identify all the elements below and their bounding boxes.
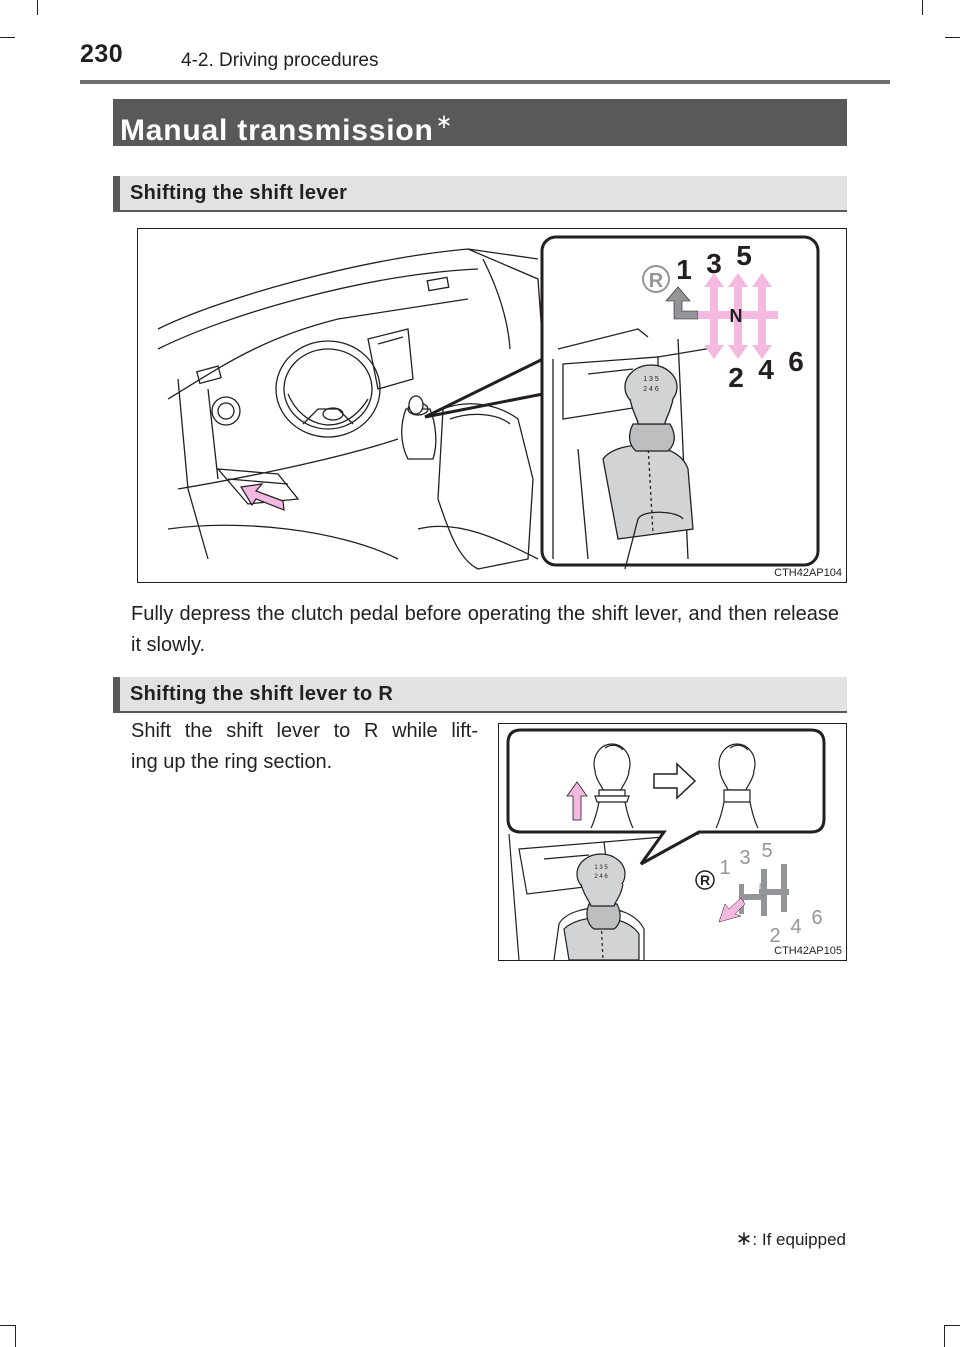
crop-mark-top-right-h (945, 37, 960, 38)
subsection-header-shift-to-r (113, 677, 847, 713)
subsection-title: Shifting the shift lever (130, 182, 348, 204)
page-number: 230 (80, 40, 124, 68)
crop-mark-top-right-v (922, 0, 923, 15)
gear-label-3: 3 (706, 248, 722, 279)
cabin-illustration (138, 229, 846, 582)
gear-label-4: 4 (758, 354, 774, 385)
footnote-text: : If equipped (752, 1230, 846, 1249)
section-title-bar (113, 99, 847, 146)
figure-shift-lever-overview (137, 228, 847, 583)
figure-code: CTH42AP105 (774, 945, 842, 957)
if-equipped-marker: ∗ (435, 111, 454, 133)
gear-label-6: 6 (788, 346, 804, 377)
gear-label-5: 5 (736, 240, 752, 271)
svg-text:2 4 6: 2 4 6 (594, 874, 608, 880)
gear-label-n: N (729, 306, 743, 326)
footnote (736, 1226, 846, 1251)
gear-label-1: 1 (676, 254, 692, 285)
gear-label-1-small: 1 (719, 857, 731, 879)
gear-label-r-small: R (699, 872, 711, 888)
figure-code: CTH42AP104 (774, 567, 842, 579)
header-divider (80, 80, 890, 84)
crop-mark-top-left-v (37, 0, 38, 15)
subsection-header-shifting (113, 176, 847, 212)
section-title: Manual transmission (120, 114, 434, 147)
gear-label-3-small: 3 (739, 847, 751, 869)
reverse-illustration (499, 724, 846, 960)
gear-label-2: 2 (728, 362, 744, 393)
breadcrumb: 4-2. Driving procedures (181, 50, 379, 71)
crop-mark-bottom-right-v (944, 1325, 945, 1347)
svg-text:1 3 5: 1 3 5 (594, 865, 608, 871)
gear-label-r: R (648, 270, 664, 292)
gear-label-5-small: 5 (761, 840, 773, 862)
instruction-text-clutch: Fully depress the clutch pedal before operating the shift lever, and then release it slowly. (131, 603, 839, 656)
gear-label-2-small: 2 (769, 925, 781, 947)
gear-label-6-small: 6 (811, 907, 823, 929)
instruction-text-reverse-line-1: Shift the shift lever to R while lift- (131, 720, 478, 742)
crop-mark-bottom-left-v (15, 1325, 16, 1347)
gear-label-4-small: 4 (790, 916, 802, 938)
crop-mark-bottom-left-h (0, 1325, 15, 1326)
crop-mark-top-left-h (0, 37, 15, 38)
figure-shift-to-reverse (498, 723, 847, 961)
instruction-text-reverse-line-2: ing up the ring section. (131, 751, 333, 773)
instruction-text-reverse (131, 716, 478, 778)
footnote-marker: ∗ (735, 1228, 753, 1250)
crop-mark-bottom-right-h (945, 1325, 960, 1326)
subsection-title: Shifting the shift lever to R (130, 683, 394, 705)
svg-text:2 4 6: 2 4 6 (643, 386, 659, 393)
svg-text:1 3 5: 1 3 5 (643, 376, 659, 383)
gear-label-n-small: N (758, 881, 768, 895)
